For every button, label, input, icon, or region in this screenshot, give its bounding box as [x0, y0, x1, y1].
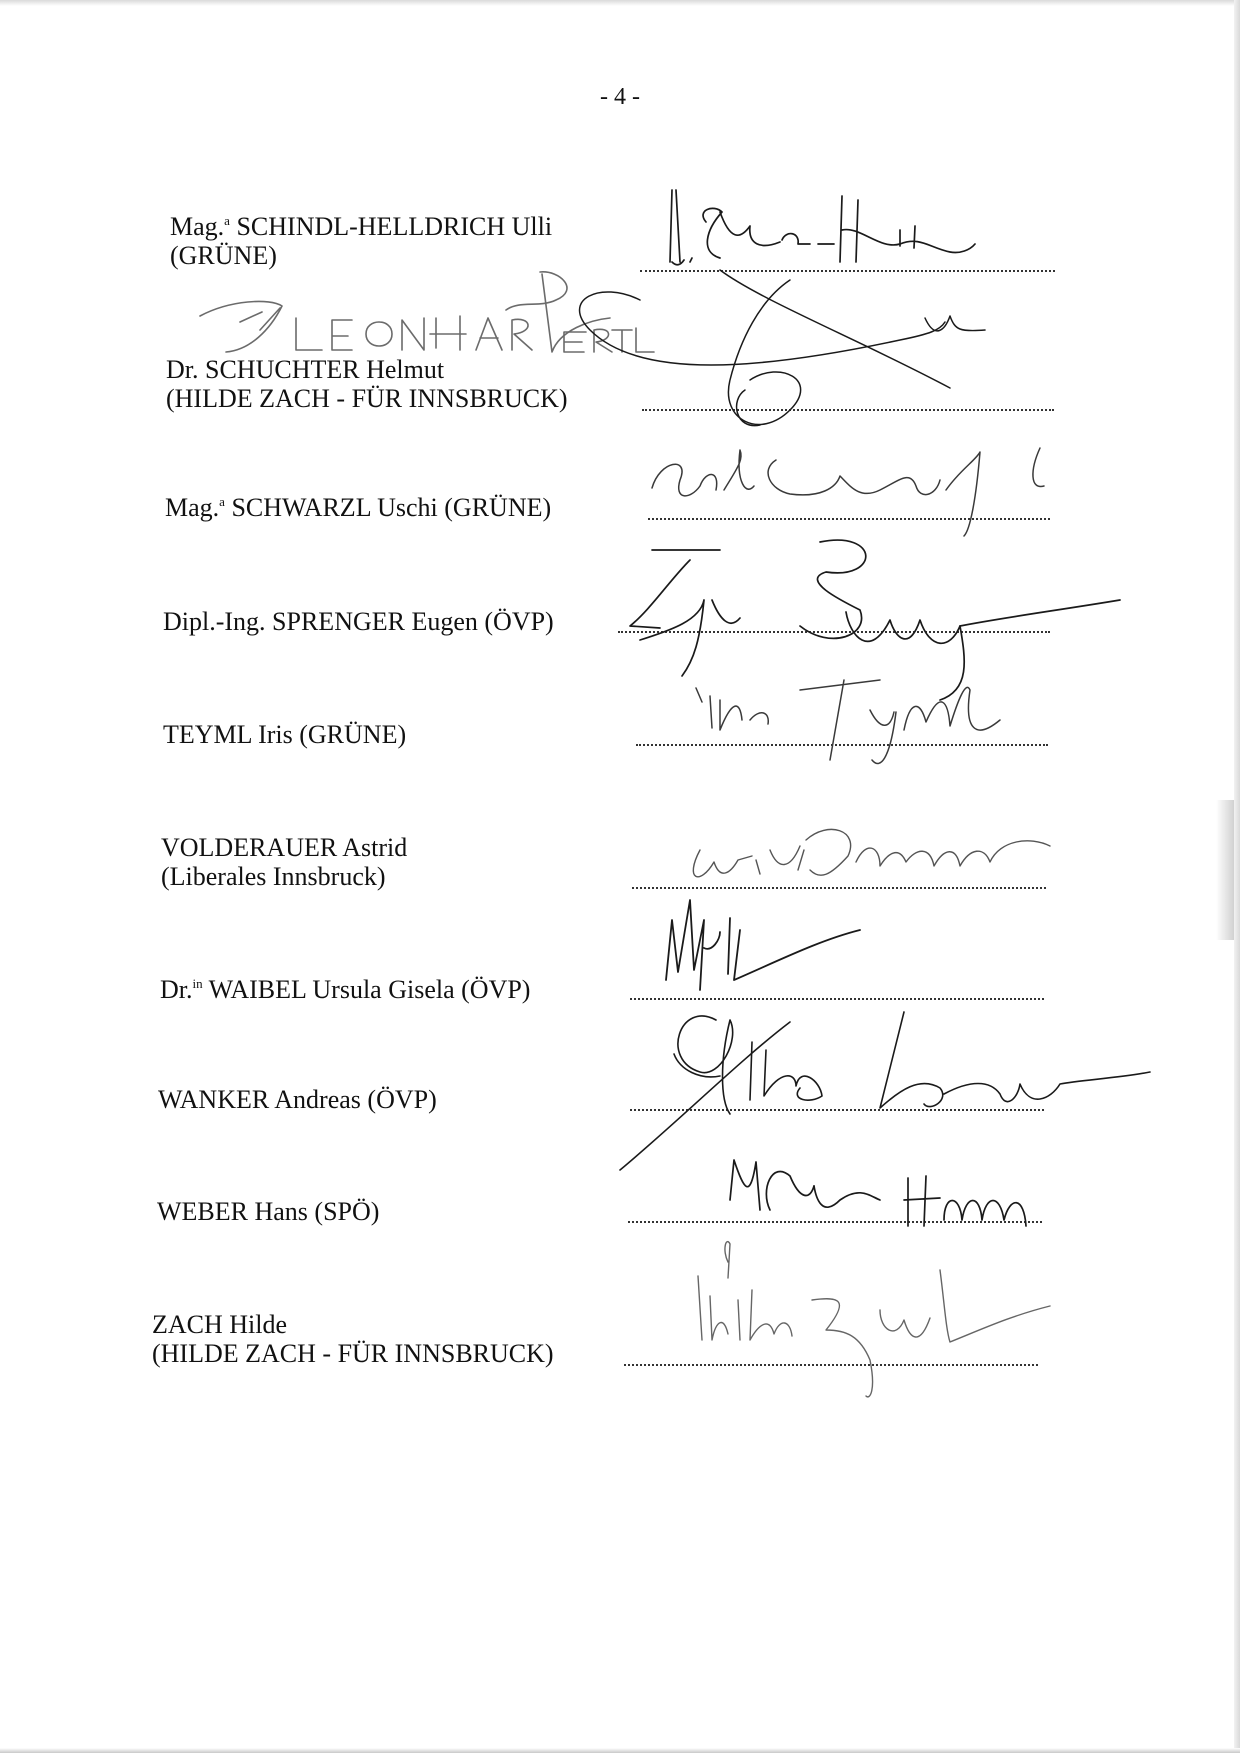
- signature-entry: [158, 1085, 437, 1114]
- signature-entry: [170, 212, 552, 270]
- member-name-line: [160, 975, 530, 1004]
- signature-volderauer: [693, 829, 1050, 876]
- party-label: (ÖVP): [367, 1085, 437, 1114]
- signature-line: [648, 518, 1050, 520]
- signature-line: [640, 270, 1055, 272]
- academic-title: Mag.: [170, 212, 225, 241]
- scan-edge-right: [1234, 0, 1240, 1753]
- signature-teyml: [696, 680, 1000, 764]
- title-suffix: a: [224, 213, 230, 228]
- signature-entry: [165, 493, 551, 522]
- signature-wanker: [620, 1012, 1150, 1170]
- signature-entry: [161, 833, 407, 891]
- member-name-line: [158, 1085, 437, 1114]
- signature-schuchter: [580, 270, 985, 426]
- party-label: (HILDE ZACH - FÜR INNSBRUCK): [166, 384, 568, 413]
- member-name-line: [165, 493, 551, 522]
- signature-line: [630, 1109, 1044, 1111]
- member-name-line: [157, 1197, 379, 1226]
- member-name: SCHUCHTER Helmut: [205, 355, 445, 384]
- scan-shadow: [1216, 800, 1234, 940]
- signature-line: [630, 998, 1044, 1000]
- party-label: (HILDE ZACH - FÜR INNSBRUCK): [152, 1339, 554, 1368]
- title-suffix: a: [219, 494, 225, 509]
- member-name: SCHINDL-HELLDRICH Ulli: [236, 212, 553, 241]
- member-name: WEBER Hans: [157, 1197, 308, 1226]
- signature-entry: [163, 720, 406, 749]
- member-name: ZACH Hilde: [152, 1310, 288, 1339]
- pencil-annotation: [200, 272, 654, 352]
- party-label: (ÖVP): [484, 607, 554, 636]
- party-label: (ÖVP): [461, 975, 531, 1004]
- title-suffix: in: [192, 976, 203, 991]
- signature-entry: [157, 1197, 379, 1226]
- member-name-line: [170, 212, 552, 241]
- signature-waibel: [666, 900, 860, 990]
- academic-title: Mag.: [165, 493, 220, 522]
- academic-title: Dr.: [166, 355, 199, 384]
- member-name: SCHWARZL Uschi: [231, 493, 438, 522]
- signature-line: [628, 1221, 1042, 1223]
- page-number: - 4 -: [600, 84, 640, 110]
- signature-line: [618, 631, 1050, 633]
- signature-line: [632, 887, 1046, 889]
- scan-edge-top: [0, 0, 1240, 6]
- signature-entry: [160, 975, 530, 1004]
- party-label: (GRÜNE): [299, 720, 407, 749]
- party-label: (Liberales Innsbruck): [161, 862, 386, 891]
- signature-line: [636, 744, 1048, 746]
- member-name: WANKER Andreas: [158, 1085, 361, 1114]
- signature-line: [642, 409, 1054, 411]
- signature-entry: [163, 607, 554, 636]
- signature-entry: [166, 355, 568, 413]
- member-name-line: [166, 355, 568, 384]
- signature-schindl-helldrich: [670, 190, 975, 265]
- member-name: TEYML Iris: [163, 720, 293, 749]
- member-name: VOLDERAUER Astrid: [161, 833, 408, 862]
- party-label: (GRÜNE): [170, 241, 277, 270]
- signature-sprenger: [630, 540, 1120, 700]
- member-name: WAIBEL Ursula Gisela: [208, 975, 455, 1004]
- signature-zach: [698, 1242, 1050, 1397]
- signature-line: [624, 1364, 1038, 1366]
- signature-entry: [152, 1310, 554, 1368]
- academic-title: Dipl.-Ing.: [163, 607, 266, 636]
- member-name-line: [163, 607, 554, 636]
- signature-weber: [730, 1160, 1026, 1226]
- academic-title: Dr.: [160, 975, 193, 1004]
- member-name: SPRENGER Eugen: [272, 607, 478, 636]
- party-label: (GRÜNE): [444, 493, 552, 522]
- signature-schwarzl: [652, 448, 1044, 536]
- party-label: (SPÖ): [314, 1197, 380, 1226]
- member-name-line: [163, 720, 406, 749]
- scan-edge-bottom: [0, 1748, 1240, 1753]
